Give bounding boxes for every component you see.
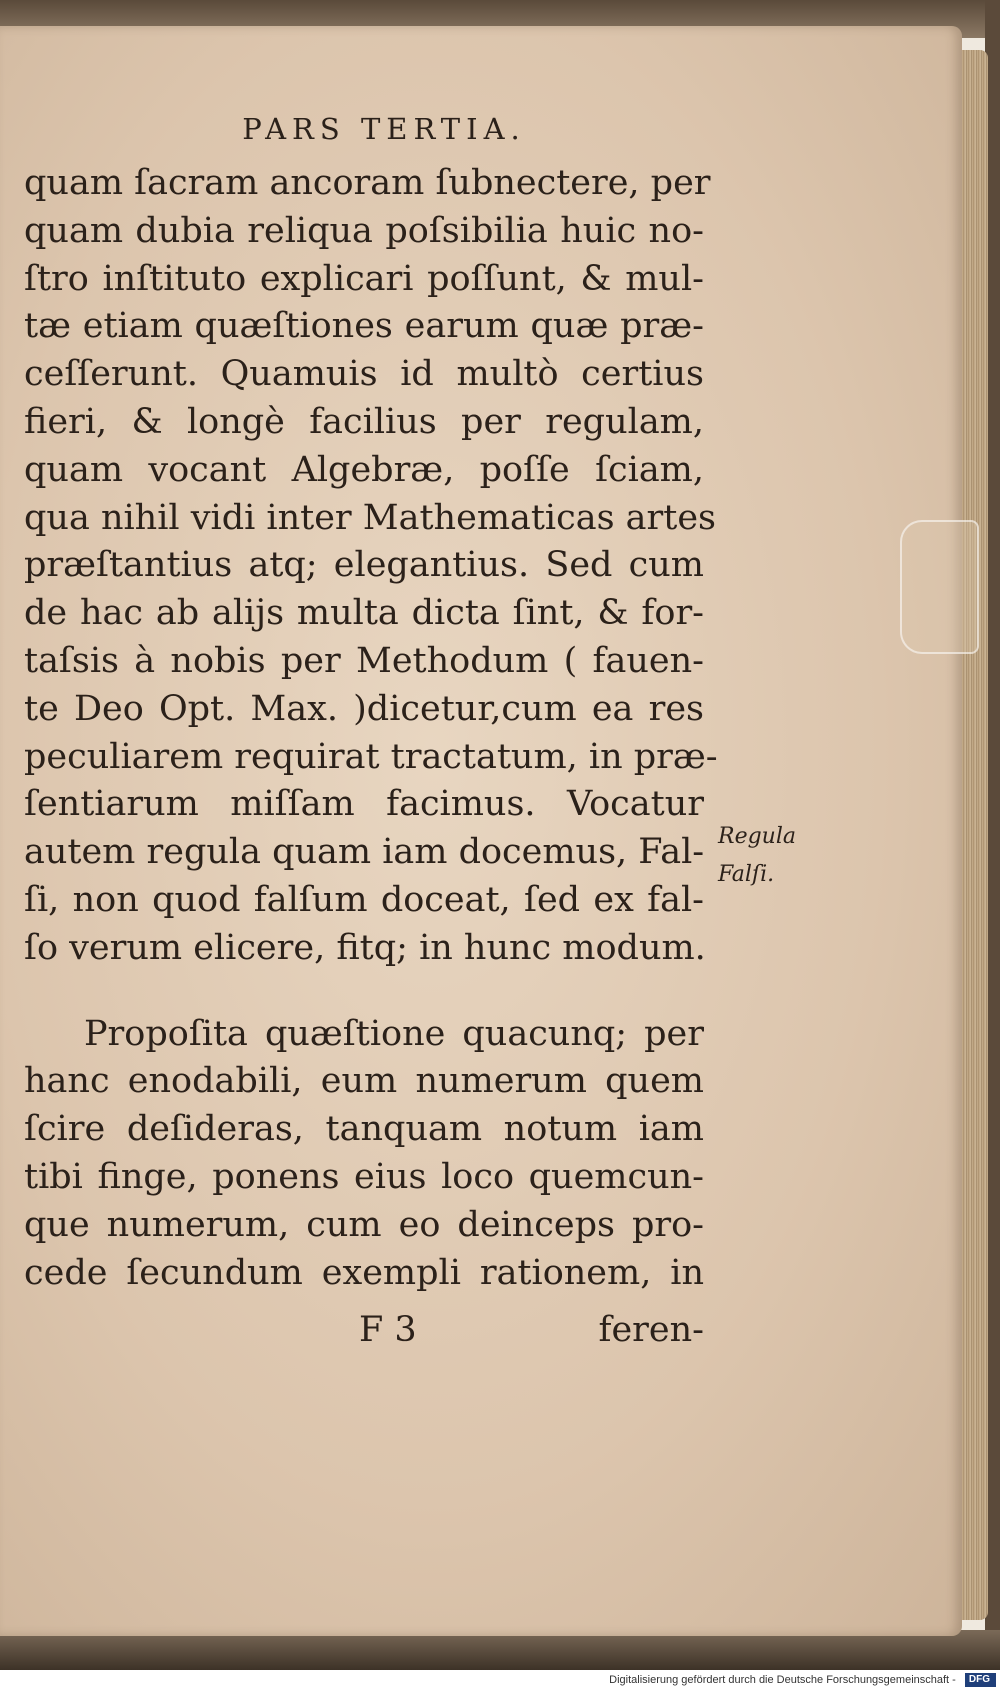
text-line: ſo verum elicere, fitq; in hunc modum. (24, 927, 706, 968)
text-line: ſtro inſtituto explicari poſſunt, & mul- (24, 258, 704, 299)
marginal-note-line: Regula (718, 824, 796, 849)
signature-mark: F 3 (359, 1310, 417, 1350)
running-header: PARS TERTIA. (242, 112, 526, 146)
page-edges (962, 50, 988, 1620)
text-line: Propoſita quæſtione quacunq; per (84, 1013, 704, 1054)
text-line: quam dubia reliqua poſsibilia huic no- (24, 210, 704, 251)
digitization-credit (0, 1670, 1000, 1691)
text-line: te Deo Opt. Max. )dicetur,cum ea res (24, 688, 704, 729)
binding-bottom (0, 1630, 1000, 1670)
text-line: præſtantius atq; elegantius. Sed cum (24, 545, 704, 586)
text-line: hanc enodabili, eum numerum quem (24, 1061, 704, 1102)
page-footer (24, 1310, 704, 1360)
text-line: tæ etiam quæſtiones earum quæ præ- (24, 306, 704, 347)
text-line: que numerum, cum eo deinceps pro- (24, 1204, 704, 1245)
text-line: cede ſecundum exempli rationem, in (24, 1252, 704, 1293)
text-line: quam ſacram ancoram ſubnectere, per (24, 163, 711, 203)
text-line: autem regula quam iam docemus, Fal- (24, 832, 705, 873)
text-line: ſentiarum miſſam facimus. Vocatur (24, 784, 704, 825)
marginal-note (718, 818, 828, 894)
page-tab-marker (900, 520, 979, 654)
credit-text: Digitalisierung gefördert durch die Deutsche Forschungsgemeinschaft - (609, 1674, 956, 1686)
dfg-logo: DFG (965, 1673, 996, 1687)
text-line: ſi, non quod falſum doceat, ſed ex fal- (24, 879, 704, 920)
text-line: ceſſerunt. Quamuis id multò certius (24, 354, 704, 395)
text-column (24, 112, 718, 1297)
text-line: peculiarem requirat tractatum, in præ- (24, 736, 718, 777)
text-line: de hac ab alijs multa dicta ſint, & for- (24, 593, 704, 634)
catchword: feren- (598, 1310, 704, 1350)
text-line: ſcire deſideras, tanquam notum iam (24, 1109, 704, 1150)
text-line: qua nihil vidi inter Mathematicas artes (24, 497, 717, 538)
text-line: taſsis à nobis per Methodum ( fauen- (24, 640, 704, 681)
text-line: tibi finge, ponens eius loco quemcun- (24, 1156, 704, 1197)
text-line: fieri, & longè facilius per regulam, (24, 401, 704, 442)
marginal-note-line: Falſi. (718, 862, 775, 887)
text-line: quam vocant Algebræ, poſſe ſciam, (24, 449, 704, 490)
